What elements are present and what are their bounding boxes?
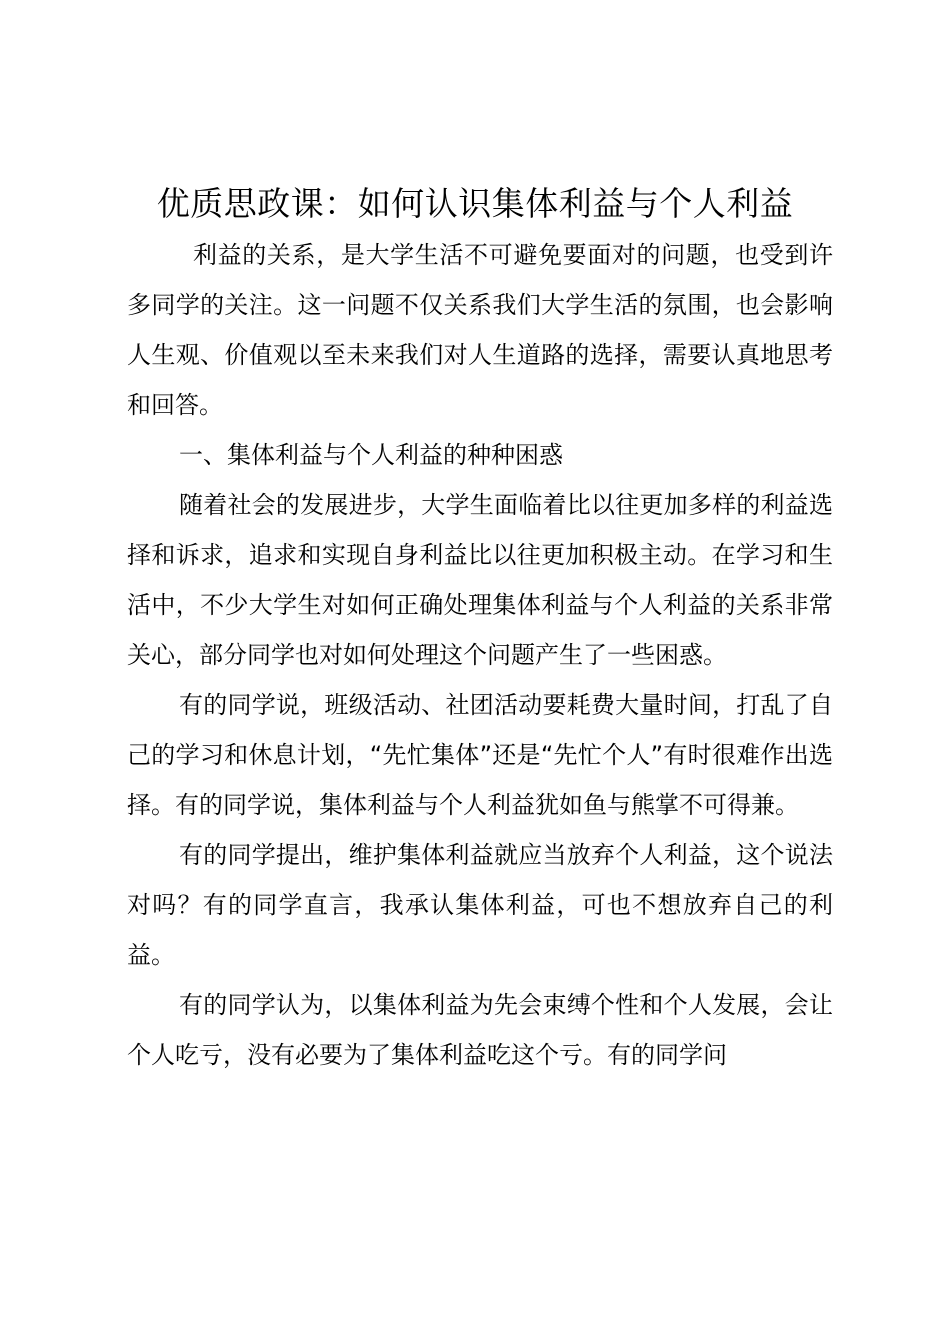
document-body bbox=[127, 230, 833, 1080]
paragraph-class-activities: 有的同学说，班级活动、社团活动要耗费大量时间，打乱了自己的学习和休息计划，“先忙集体”还是“先忙个人”有时很难作出选择。有的同学说，集体利益与个人利益犹如鱼与熊掌不可得兼。 bbox=[127, 691, 833, 819]
paragraph-intro: 利益的关系，是大学生活不可避免要面对的问题，也受到许多同学的关注。这一问题不仅关系我们大学生活的氛围，也会影响人生观、价值观以至未来我们对人生道路的选择，需要认真地思考和回答。 bbox=[127, 241, 833, 419]
paragraph-individuality: 有的同学认为，以集体利益为先会束缚个性和个人发展，会让个人吃亏，没有必要为了集体利益吃这个亏。有的同学问 bbox=[127, 991, 833, 1069]
paragraph-development: 随着社会的发展进步，大学生面临着比以往更加多样的利益选择和诉求，追求和实现自身利益比以往更加积极主动。在学习和生活中，不少大学生对如何正确处理集体利益与个人利益的关系非常关心，部分同学也对如何处理这个问题产生了一些困惑。 bbox=[127, 491, 833, 669]
paragraph-give-up-interest: 有的同学提出，维护集体利益就应当放弃个人利益，这个说法对吗？有的同学直言，我承认集体利益，可也不想放弃自己的利益。 bbox=[127, 841, 833, 969]
document-title: 优质思政课：如何认识集体利益与个人利益 bbox=[156, 184, 794, 223]
section-heading-1: 一、集体利益与个人利益的种种困惑 bbox=[179, 441, 563, 469]
